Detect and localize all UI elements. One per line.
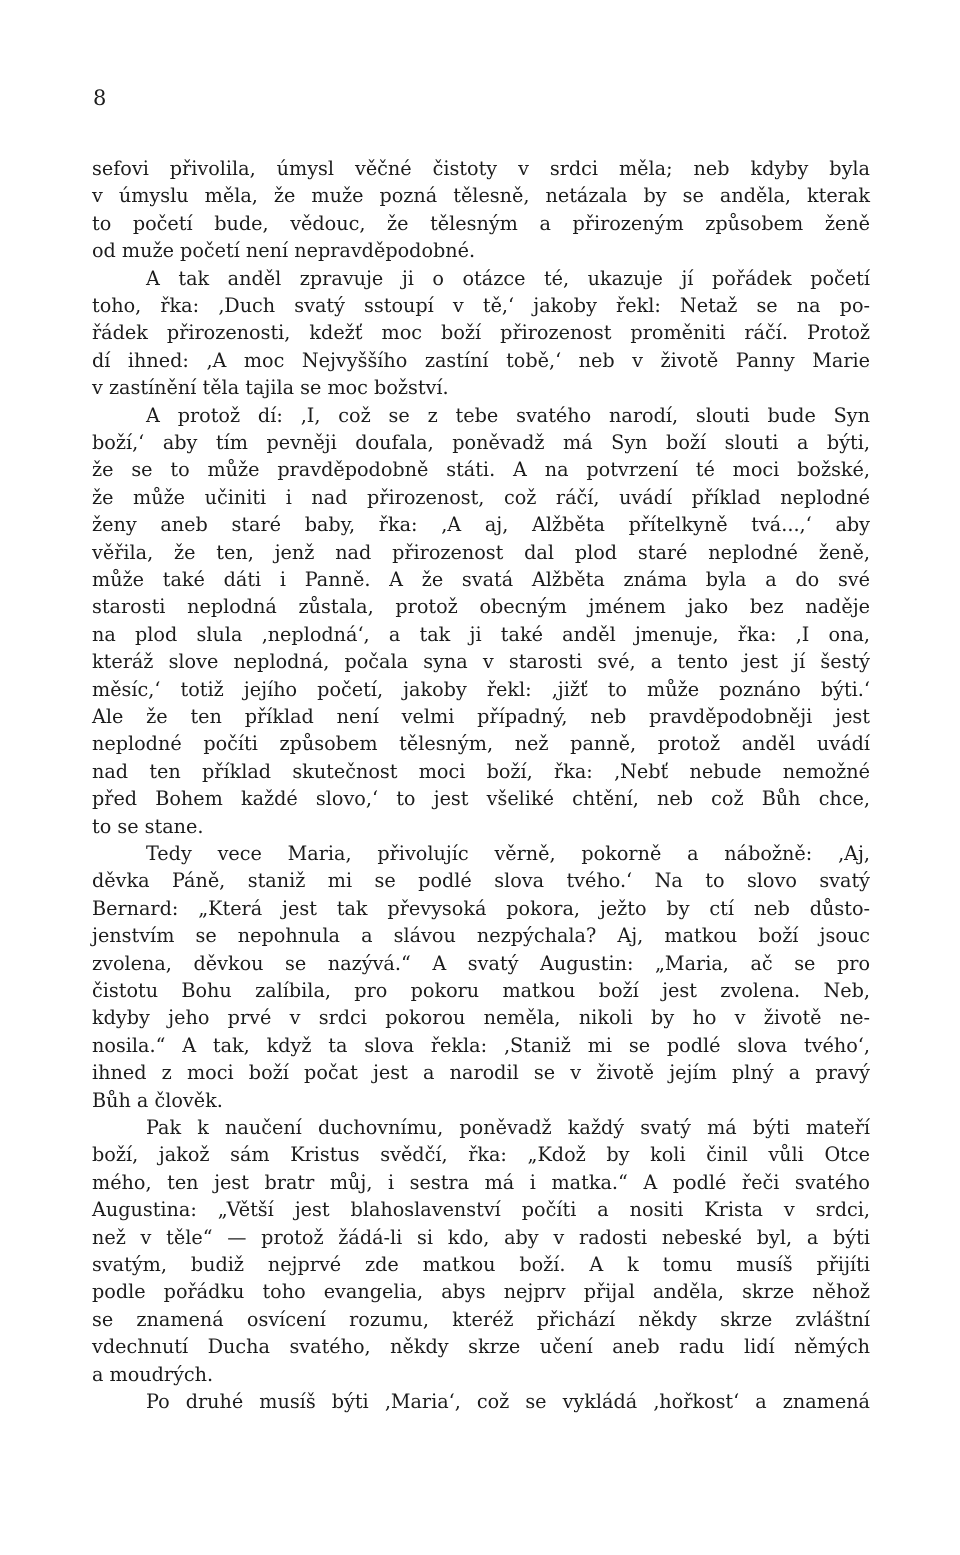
text-line: sefovi přivolila, úmysl věčné čistoty v srdci měla; neb kdyby byla xyxy=(92,157,870,180)
text-line: a moudrých. xyxy=(92,1362,214,1386)
text-line: před Bohem každé slovo,‘ to jest všeliké chtění, neb což Bůh chce, xyxy=(92,787,870,811)
text-line: Pak k naučení duchovnímu, poněvadž každý svatý má býti mateří xyxy=(146,1116,870,1139)
text-line: Ale že ten příklad není velmi případný, neb pravděpodobněji jest xyxy=(92,705,870,728)
text-line: to se stane. xyxy=(92,814,204,838)
text-line: Bůh a člověk. xyxy=(92,1088,223,1112)
text-line: v úmyslu měla, že muže pozná tělesně, netázala by se anděla, kterak xyxy=(92,184,870,208)
text-line: podle pořádku toho evangelia, abys nejprv přijal anděla, skrze něhož xyxy=(92,1280,870,1304)
text-line: Bernard: „Která jest tak převysoká pokora, ježto by ctí neb důsto- xyxy=(92,896,870,920)
text-line: od muže početí není nepravděpodobné. xyxy=(92,239,476,263)
text-line: kteráž slove neplodná, počala syna v starosti své, a tento jest jí šestý xyxy=(92,650,870,674)
text-line: na plod slula ‚neplodná‘, a tak ji také anděl jmenuje, řka: ‚I ona, xyxy=(92,622,870,646)
page-number: 8 xyxy=(93,86,107,110)
text-line: boží,‘ aby tím pevněji doufala, poněvadž má Syn boží slouti a býti, xyxy=(92,431,870,454)
text-line: že se to může pravděpodobně státi. A na potvrzení té moci božské, xyxy=(92,458,870,482)
text-line: Augustina: „Větší jest blahoslavenství počíti a nositi Krista v srdci, xyxy=(92,1198,870,1222)
text-line: se znamená osvícení rozumu, kteréž přichází někdy skrze zvláštní xyxy=(92,1307,870,1331)
text-line: věřila, že ten, jenž nad přirozenost dal plod staré neplodné ženě, xyxy=(92,540,870,564)
text-line: to početí bude, vědouc, že tělesným a přirozeným způsobem ženě xyxy=(92,211,870,235)
text-line: nad ten příklad skutečnost moci boží, řka: ‚Nebť nebude nemožné xyxy=(92,759,870,783)
text-line: ženy aneb staré baby, řka: ‚A aj, Alžběta přítelkyně tvá...,‘ aby xyxy=(92,513,870,537)
text-line: starosti neplodná zůstala, protož obecným jménem jako bez naděje xyxy=(92,595,870,619)
text-line: boží, jakož sám Kristus svědčí, řka: „Kdož by koli činil vůli Otce xyxy=(92,1143,870,1167)
text-line: čistotu Bohu zalíbila, pro pokoru matkou boží jest zvolena. Neb, xyxy=(92,979,870,1002)
text-line: měsíc,‘ totiž jejího početí, jakoby řekl: ‚jižť to může poznáno býti.‘ xyxy=(92,677,870,701)
text-line: toho, řka: ‚Duch svatý sstoupí v tě,‘ jakoby řekl: Netaž se na po- xyxy=(92,294,870,317)
text-line: nosila.“ A tak, když ta slova řekla: ‚Staniž mi se podlé slova tvého‘, xyxy=(92,1033,870,1057)
text-line: neplodné počíti způsobem tělesným, než panně, protož anděl uvádí xyxy=(92,732,870,756)
text-line: než v těle“ — protož žádá-li si kdo, aby v radosti nebeské byl, a býti xyxy=(92,1225,870,1249)
text-line: Po druhé musíš býti ‚Maria‘, což se vykládá ‚hořkost‘ a znamená xyxy=(146,1390,870,1413)
text-line: že může učiniti i nad přirozenost, což ráčí, uvádí příklad neplodné xyxy=(92,485,870,509)
text-line: svatým, budiž nejprvé zde matkou boží. A k tomu musíš přijíti xyxy=(92,1253,870,1276)
text-line: A tak anděl zpravuje ji o otázce té, ukazuje jí pořádek početí xyxy=(146,266,870,290)
text-line: Tedy vece Maria, přivolujíc věrně, pokorně a nábožně: ‚Aj, xyxy=(146,842,870,865)
text-line: A protož dí: ‚I, což se z tebe svatého narodí, slouti bude Syn xyxy=(146,403,870,427)
text-line: kdyby jeho prvé v srdci pokorou neměla, nikoli by ho v životě ne- xyxy=(92,1006,870,1030)
text-line: ihned z moci boží počat jest a narodil se v životě jejím plný a pravý xyxy=(92,1061,870,1085)
text-line: řádek přirozenosti, kdežť moc boží přirozenost proměniti ráčí. Protož xyxy=(92,321,870,345)
text-line: v zastínění těla tajila se moc božství. xyxy=(92,376,449,400)
text-line: zvolena, děvkou se nazývá.“ A svatý Augustin: „Maria, ač se pro xyxy=(92,951,870,975)
text-line: jenstvím se nepohnula a slávou nezpýchala? Aj, matkou boží jsouc xyxy=(92,924,870,948)
text-line: mého, ten jest bratr můj, i sestra má i matka.“ A podlé řeči svatého xyxy=(92,1170,870,1194)
text-line: může také dáti i Panně. A že svatá Alžběta známa byla a do své xyxy=(92,568,870,591)
text-line: vdechnutí Ducha svatého, někdy skrze učení aneb radu lidí němých xyxy=(92,1335,870,1359)
text-line: dí ihned: ‚A moc Nejvyššího zastíní tobě,‘ neb v životě Panny Marie xyxy=(92,348,870,372)
text-line: děvka Páně, staniž mi se podlé slova tvého.‘ Na to slovo svatý xyxy=(92,869,870,893)
